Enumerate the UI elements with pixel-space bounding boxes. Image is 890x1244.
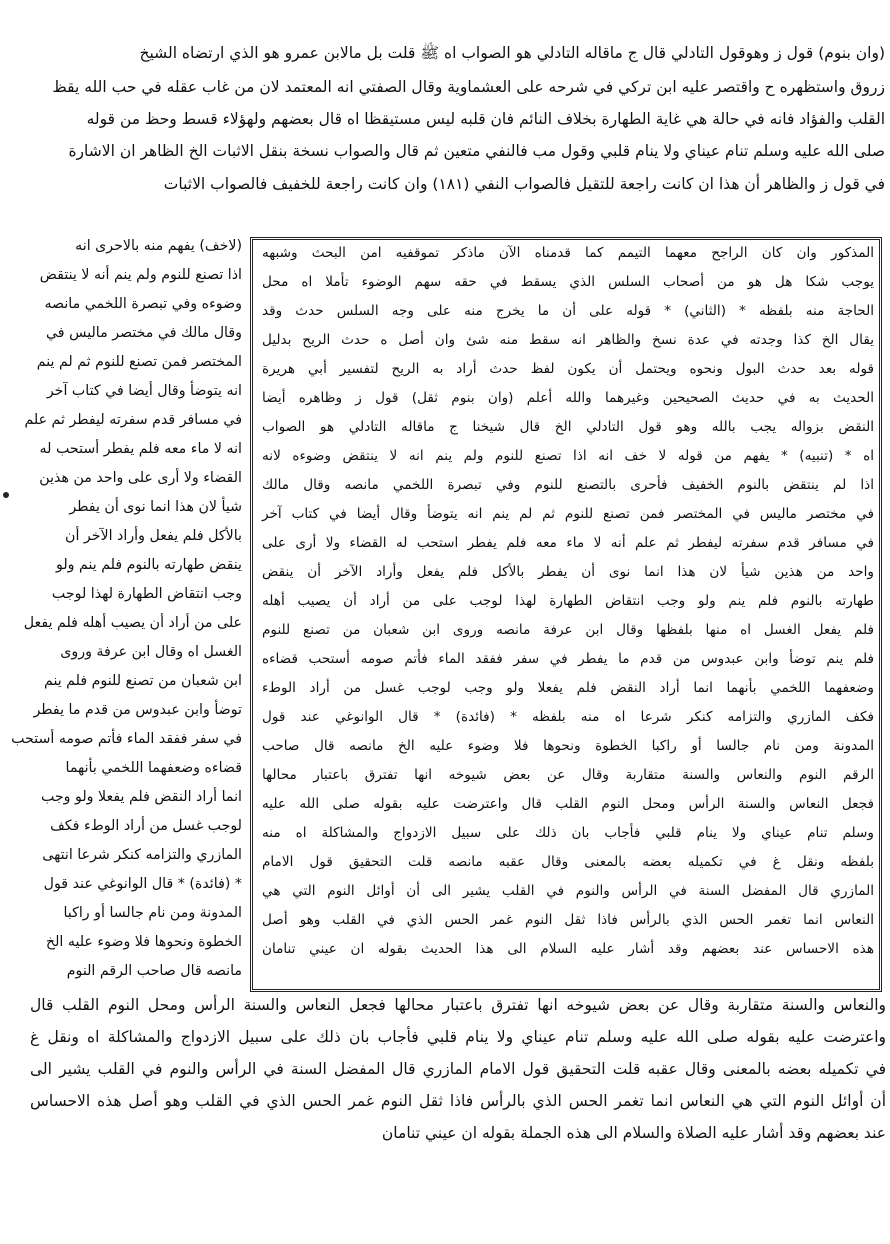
- margin-line: انه لا ماء معه فلم يفطر أستحب له: [39, 441, 242, 457]
- commentary-frame: [250, 237, 882, 992]
- commentary-line: النعاس انما تغمر الحس الذي بالرأس فاذا ثقل النوم غمر الحس الذي في القلب وهو أصل: [262, 912, 874, 928]
- commentary-line: يقال الخ كذا وجدته في عدة نسخ والظاهر انه سقط منه شئ وان أصل ه حدث الريح بدليل: [262, 332, 874, 348]
- margin-line: بالأكل فلم يفعل وأراد الآخر أن: [65, 528, 242, 544]
- footer-line: أن أوائل النوم التي هي النعاس انما تغمر الحس الذي بالرأس فاذا ثقل النوم غمر الحس الذي في القلب وهو أصل هذه الاحساس: [30, 1092, 886, 1110]
- commentary-line: فلم يفعل الغسل اه منها بلفظها وقال ابن عرفة مانصه وروى ابن شعبان من تصنع للنوم: [262, 622, 874, 638]
- margin-line: * (فائدة) * قال الوانوغي عند قول: [43, 876, 242, 892]
- footer-line: والنعاس والسنة متقاربة وقال عن بعض شيوخه انها تفترق باعتبار محالها فجعل النعاس والسنة الرأس ومحل النوم القلب قال: [30, 996, 886, 1014]
- commentary-line: قوله بعد حدث البول ونحوه ويحتمل أن يكون لفظ حدث أراد به الريح لتفسير أبي هريرة: [262, 361, 874, 377]
- footer-line: واعترضت عليه بقوله صلى الله عليه وسلم تنام عيناي ولا ينام قلبي فأجاب بان ذلك على سبيل الازدواج والمشاكلة اه ونقل غ: [30, 1028, 886, 1046]
- commentary-line: في مختصر ماليس في المختصر فمن تصنع للنوم ثم لم ينم انه يتوضأ وقال أيضا في كتاب آخر: [262, 506, 874, 522]
- footer-line: في تكميله بعضه بالمعنى وقال عقبه قلت التحقيق قول الامام المازري قال المفضل السنة في الرأس والنوم في القلب يشير الى: [30, 1060, 886, 1078]
- bullet-mark: [3, 492, 9, 498]
- commentary-line: اذا لم ينتقض بالنوم الخفيف فأحرى بالتصنع للنوم وفي تبصرة اللخمي مانصه وقال مالك: [262, 477, 874, 493]
- margin-line: وجب انتقاض الطهارة لهذا لوجب: [51, 586, 242, 602]
- margin-line: في مسافر قدم سفرته ليفطر ثم علم: [24, 412, 242, 428]
- header-line: صلى الله عليه وسلم تنام عيناي ولا ينام قلبي وقول مب فالنفي متعين ثم قال والصواب نسخة بنقل الاثبات الخ الظاهر ان الاشارة: [68, 142, 885, 160]
- margin-line: ابن شعبان من تصنع للنوم فلم ينم: [44, 673, 242, 689]
- commentary-line: فكف المازري والتزامه كنكر شرعا اه منه بلفظه * (فائدة) * قال الوانوغي عند قول: [262, 709, 874, 725]
- commentary-line: الحديث به في حديث الصحيحين وغيرهما والله أعلم (وان بنوم ثقل) قول ز وظاهره أيضا: [262, 390, 874, 406]
- header-line: زروق واستظهره ح واقتصر عليه ابن تركي في شرحه على العشماوية وقال الصفتي انه المعتمد لان من غاب عقله في حب الله يقظ: [52, 78, 885, 96]
- margin-line: ينقض طهارته بالنوم فلم ينم ولو: [56, 557, 242, 573]
- margin-line: الغسل اه وقال ابن عرفة وروى: [60, 644, 242, 660]
- margin-line: على من أراد أن يصيب أهله فلم يفعل: [23, 615, 242, 631]
- margin-line: المختصر فمن تصنع للنوم ثم لم ينم: [36, 354, 242, 370]
- margin-line: اذا تصنع للنوم ولم ينم أنه لا ينتقض: [39, 267, 242, 283]
- commentary-line: وسلم تنام عيناي ولا ينام قلبي فأجاب بان ذلك على سبيل الازدواج والمشاكلة اه منه: [262, 825, 874, 841]
- margin-line: انه يتوضأ وقال أيضا في كتاب آخر: [46, 383, 242, 399]
- commentary-line: طهارته بالنوم فلم ينم ولو وجب انتقاض الطهارة لهذا لوجب على من أراد أن يصيب أهله: [262, 593, 874, 609]
- commentary-line: فجعل النعاس والسنة الرأس ومحل النوم القلب قال واعترضت عليه بقوله صلى الله عليه: [262, 796, 874, 812]
- header-line: (وان بنوم) قول ز وهوقول التادلي قال ج ماقاله التادلي هو الصواب اه ﷺ قلت بل مالابن عمرو هو الذي ارتضاه الشيخ: [139, 44, 885, 62]
- margin-line: المازري والتزامه كنكر شرعا انتهى: [42, 847, 242, 863]
- margin-line: انما أراد النقض فلم يفعلا ولو وجب: [40, 789, 242, 805]
- margin-line: (لاخف) يفهم منه بالاحرى انه: [75, 238, 242, 254]
- margin-line: قضاءه وضعفهما اللخمي بأنهما: [65, 760, 242, 776]
- commentary-line: في مسافر قدم سفرته ليفطر ثم علم أنه لا ماء معه فلم يفطر استحب له القضاء ولا أرى على: [262, 535, 874, 551]
- commentary-line: النقض بزواله يجب بالله وهو قول التادلي الخ قال شيخنا ج ماقاله التادلي هو الصواب: [262, 419, 874, 435]
- commentary-line: الحاجة منه بلفظه * (الثاني) * قوله على أن ما يخرج منه على وجه السلس حدث وقد: [262, 303, 874, 319]
- margin-line: وقال مالك في مختصر ماليس في: [45, 325, 242, 341]
- commentary-line: بلفظه ونقل غ في تكميله بعضه بالمعنى وقال عقبه مانصه قلت التحقيق قول الامام: [262, 854, 874, 870]
- commentary-line: المازري قال المفضل السنة في الرأس والنوم في القلب يشير الى أن أوائل النوم التي هي: [262, 883, 874, 899]
- margin-line: توضأ وابن عبدوس من قدم ما يفطر: [33, 702, 242, 718]
- commentary-line: المذكور وان كان الراجح معهما التيمم كما قدمناه الآن ماذكر تموقفيه امن البحث وشبهه: [262, 245, 874, 261]
- margin-line: المدونة ومن نام جالسا أو راكبا: [63, 905, 242, 921]
- commentary-line: الرقم النوم والنعاس والسنة متقاربة وقال عن بعض شيوخه انها تفترق باعتبار محالها: [262, 767, 874, 783]
- margin-line: مانصه قال صاحب الرقم النوم: [66, 963, 242, 979]
- margin-line: القضاء ولا أرى على واحد من هذين: [39, 470, 242, 486]
- footer-line: عند بعضهم وقد أشار عليه الصلاة والسلام الى هذه الجملة بقوله ان عيني تنامان: [381, 1124, 886, 1142]
- commentary-line: واحد من هذين شيأ لان هذا انما نوى أن يفطر بالأكل فلم يفعل وأراد الآخر أن ينقض: [262, 564, 874, 580]
- margin-line: في سفر ففقد الماء فأتم صومه أستحب: [11, 731, 242, 747]
- margin-line: الخطوة ونحوها فلا وضوء عليه الخ: [45, 934, 242, 950]
- commentary-line: فلم ينم توضأ وابن عبدوس من قدم ما يفطر في سفر ففقد الماء فأتم صومه أستحب قضاءه: [262, 651, 874, 667]
- commentary-line: المدونة ومن نام جالسا أو راكبا الخطوة ونحوها فلا وضوء عليه الخ مانصه قال صاحب: [262, 738, 874, 754]
- margin-line: لوجب غسل من أراد الوطء فكف: [50, 818, 242, 834]
- commentary-line: اه * (تنبيه) * يفهم من قوله لا خف انه اذا تصنع للنوم ولم ينم انه لا ينتقض وضوءه لانه: [262, 448, 874, 464]
- commentary-line: هذه الاحساس عند بعضهم وقد أشار عليه السلام الى هذا الحديث بقوله ان عيني تنامان: [262, 941, 874, 957]
- margin-line: وضوءه وفي تبصرة اللخمي مانصه: [44, 296, 242, 312]
- margin-line: شيأ لان هذا انما نوى أن يفطر: [69, 499, 242, 515]
- header-line: القلب والفؤاد فانه في حالة هي غاية الطهارة بخلاف النائم فان قلبه ليس مستيقظا اه قال بعضهم ولهؤلاء قسط وحظ من قوله: [86, 110, 885, 128]
- commentary-line: وضعفهما اللخمي بأنهما انما أراد النقض فلم يفعلا ولو وجب لوجب غسل من أراد الوطء: [262, 680, 874, 696]
- commentary-line: يوجب شكا هل هو من أصحاب السلس الذي يسقط في حقه سهم الوضوء تأملا اه محل: [262, 274, 874, 290]
- header-line: في قول ز والظاهر أن هذا ان كانت راجعة للتقيل فالصواب النفي (١٨١) وان كانت راجعة للخفيف فالصواب الاثبات: [163, 175, 885, 193]
